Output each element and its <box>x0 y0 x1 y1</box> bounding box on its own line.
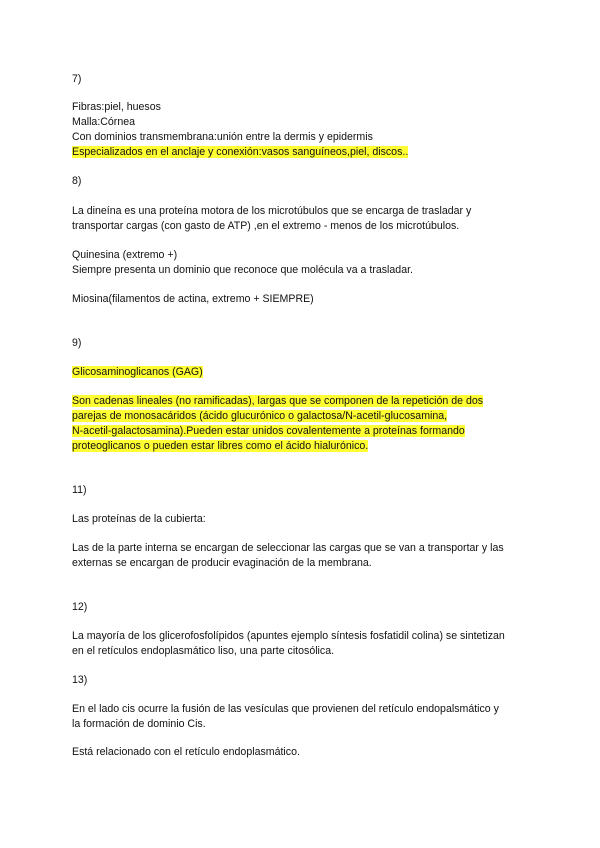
section-7-line-2: Malla:Córnea <box>72 116 136 128</box>
highlighted-text: proteoglicanos o pueden estar libres como el ácido hialurónico. <box>72 440 369 452</box>
section-8-para-2-line-2: Siempre presenta un dominio que reconoce que molécula va a trasladar. <box>72 264 413 276</box>
section-9-para-line-3 <box>72 425 465 438</box>
section-11-number: 11) <box>72 484 87 496</box>
section-12-para-line-1: La mayoría de los glicerofosfolípidos (apuntes ejemplo síntesis fosfatidil colina) se sintetizan <box>72 630 505 642</box>
section-8-para-1-line-2: transportar cargas (con gasto de ATP) ,en el extremo - menos de los microtúbulos. <box>72 220 460 232</box>
section-11-para-1: Las proteínas de la cubierta: <box>72 513 206 525</box>
section-9-number: 9) <box>72 337 82 349</box>
section-7-line-3: Con dominios transmembrana:unión entre la dermis y epidermis <box>72 131 373 143</box>
section-13-para-1-line-1: En el lado cis ocurre la fusión de las vesículas que provienen del retículo endopalsmático y <box>72 703 499 715</box>
section-11-para-2-line-2: externas se encargan de producir evaginación de la membrana. <box>72 557 372 569</box>
highlighted-text: Especializados en el anclaje y conexión:vasos sanguíneos,piel, discos.. <box>72 146 409 158</box>
section-8-para-2-line-1: Quinesina (extremo +) <box>72 249 178 261</box>
section-13-para-2: Está relacionado con el retículo endoplasmático. <box>72 746 300 758</box>
section-7-number: 7) <box>72 73 82 85</box>
section-9-title <box>72 366 203 379</box>
section-12-para-line-2: en el retículos endoplasmático liso, una parte citosólica. <box>72 645 335 657</box>
section-12-number: 12) <box>72 601 88 613</box>
section-13-number: 13) <box>72 674 88 686</box>
section-13-para-1-line-2: la formación de dominio Cis. <box>72 718 206 730</box>
highlighted-text: Glicosaminoglicanos (GAG) <box>72 366 203 378</box>
section-8-number: 8) <box>72 175 82 187</box>
section-8-para-3: Miosina(filamentos de actina, extremo + SIEMPRE) <box>72 293 314 305</box>
section-11-para-2-line-1: Las de la parte interna se encargan de seleccionar las cargas que se van a transportar y las <box>72 542 504 554</box>
highlighted-text: N-acetil-galactosamina).Pueden estar unidos covalentemente a proteínas formando <box>72 425 465 437</box>
highlighted-text: Son cadenas lineales (no ramificadas), largas que se componen de la repetición de dos <box>72 395 484 407</box>
section-7-line-1: Fibras:piel, huesos <box>72 101 161 113</box>
section-9-para-line-1 <box>72 395 483 408</box>
section-8-para-1-line-1: La dineína es una proteína motora de los microtúbulos que se encarga de trasladar y <box>72 205 472 217</box>
section-7-line-4 <box>72 146 408 159</box>
section-9-para-line-4 <box>72 440 368 453</box>
section-9-para-line-2 <box>72 410 447 423</box>
highlighted-text: parejas de monosacáridos (ácido glucurónico o galactosa/N-acetil-glucosamina, <box>72 410 448 422</box>
